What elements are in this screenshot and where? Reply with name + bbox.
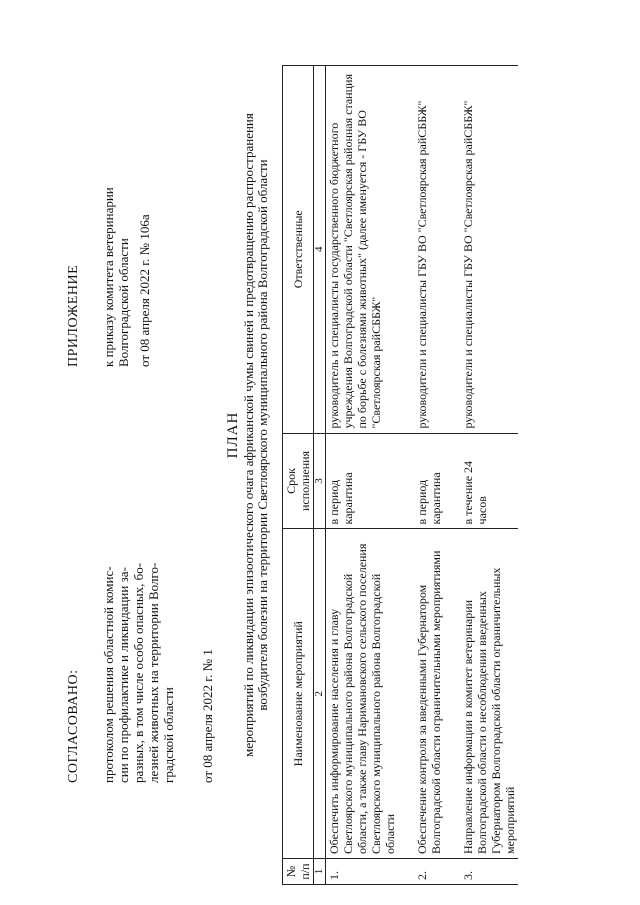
table-row (414, 66, 444, 885)
agreed-line: лезней животных на территории Волго- (146, 562, 161, 783)
row-responsible: руководитель и специалисты государственного бюджетного учреждения Волгоградской области "Светлоярская районная станция по борьбе с болезнями животных" (далее именуется - ГБУ ВО "Светлоярская райСББЖ" (326, 66, 399, 434)
table-row (460, 66, 518, 885)
row-activity: Направление информации в комитет ветеринарии Волгоградской области о несоблюдении введенных Губернатором Волгоградской области ограничительных мероприятий (460, 529, 518, 859)
appendix-block (66, 107, 152, 367)
row-term: в период карантина (326, 433, 399, 529)
row-term: в течение 24 часов (460, 433, 518, 529)
plan-subtitle-line: возбудителя болезни на территории Светлоярского муниципального района Волгоградской области (255, 159, 270, 711)
header-cell-name: Наименование мероприятий (283, 529, 314, 859)
column-number: 2 (314, 529, 326, 859)
header-cell-number: № п/п (283, 859, 314, 885)
row-number: 2. (414, 859, 444, 885)
appendix-body (101, 107, 131, 367)
table-column-number-row (314, 66, 326, 885)
row-responsible: руководители и специалисты ГБУ ВО "Светлоярская райСББЖ" (414, 66, 444, 434)
agreed-line: разных, в том числе особо опасных, бо- (131, 562, 146, 783)
agreed-line: протоколом решения областной комис- (101, 566, 116, 783)
agreed-line: градской области (161, 687, 176, 783)
column-number: 3 (314, 433, 326, 529)
row-term: в период карантина (414, 433, 444, 529)
row-number: 1. (326, 859, 399, 885)
plan-heading (226, 5, 270, 865)
row-responsible: руководители и специалисты ГБУ ВО "Светлоярская райСББЖ" (460, 66, 518, 434)
column-number: 4 (314, 66, 326, 434)
agreed-title: СОГЛАСОВАНО: (66, 669, 81, 783)
agreed-block (66, 533, 215, 783)
plan-title: ПЛАН (225, 411, 241, 459)
table-header-row (283, 66, 314, 885)
appendix-date: от 08 апреля 2022 г. № 106а (137, 214, 152, 367)
appendix-line: Волгоградской области (116, 238, 131, 367)
plan-table (282, 65, 518, 885)
table-row-spacer (398, 66, 414, 885)
agreed-body (101, 533, 176, 783)
row-activity: Обеспечить информирование населения и главу Светлоярского муниципального района Волгоградской области, а также главу Наримановского сельского поселения Светлоярского муниципального района Волгоградской области (326, 529, 399, 859)
row-activity: Обеспечение контроля за введенными Губернатором Волгоградской области ограничительными мероприятиями (414, 529, 444, 859)
table-row (326, 66, 399, 885)
table-row-spacer (444, 66, 460, 885)
appendix-title: ПРИЛОЖЕНИЕ (66, 264, 81, 367)
header-cell-term: Срок исполнения (283, 433, 314, 529)
row-number: 3. (460, 859, 518, 885)
agreed-date: от 08 апреля 2022 г. № 1 (200, 649, 215, 783)
plan-subtitle-line: мероприятий по ликвидации эпизоотического очага африканской чумы свиней и предотвращению распространения (241, 113, 256, 757)
header-cell-responsible: Ответственные (283, 66, 314, 434)
appendix-line: к приказу комитета ветеринарии (101, 187, 116, 367)
column-number: 1 (314, 859, 326, 885)
agreed-line: сии по профилактике и ликвидации за- (116, 567, 131, 783)
